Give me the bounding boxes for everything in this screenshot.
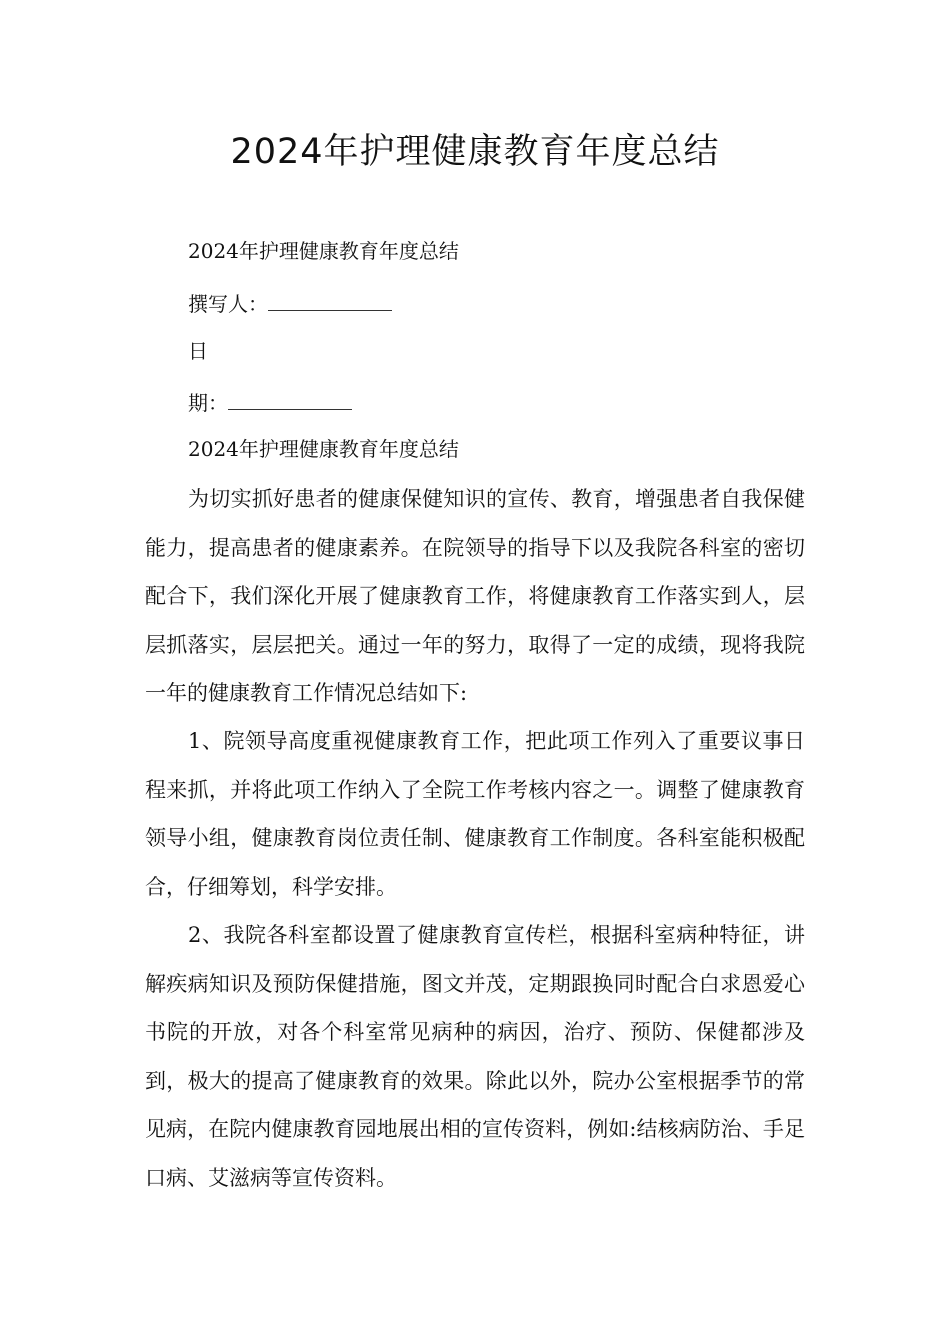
- date-label: 期：: [188, 391, 228, 415]
- paragraph-item-1: 1、院领导高度重视健康教育工作，把此项工作列入了重要议事日程来抓，并将此项工作纳入了全院工作考核内容之一。调整了健康教育领导小组，健康教育岗位责任制、健康教育工作制度。各科室能积极配合，仔细筹划，科学安排。: [145, 729, 805, 899]
- author-line: [188, 286, 392, 319]
- date-line: [188, 385, 352, 418]
- document-title: 2024年护理健康教育年度总结: [230, 132, 720, 172]
- heading-repeat: 2024年护理健康教育年度总结: [188, 437, 459, 461]
- paragraph-item-2: 2、我院各科室都设置了健康教育宣传栏，根据科室病种特征，讲解疾病知识及预防保健措施，图文并茂，定期跟换同时配合白求恩爱心书院的开放，对各个科室常见病种的病因，治疗、预防、保健都涉及到，极大的提高了健康教育的效果。除此以外，院办公室根据季节的常见病，在院内健康教育园地展出相的宣传资料，例如:结核病防治、手足口病、艾滋病等宣传资料。: [145, 923, 805, 1190]
- date-blank: [228, 385, 352, 410]
- date-label-char1: 日: [188, 339, 208, 363]
- author-label: 撰写人：: [188, 292, 268, 316]
- author-blank: [268, 286, 392, 311]
- paragraph-intro: 为切实抓好患者的健康保健知识的宣传、教育，增强患者自我保健能力，提高患者的健康素养。在院领导的指导下以及我院各科室的密切配合下，我们深化开展了健康教育工作，将健康教育工作落实到人，层层抓落实，层层把关。通过一年的努力，取得了一定的成绩，现将我院一年的健康教育工作情况总结如下:: [145, 487, 805, 705]
- document-subtitle: 2024年护理健康教育年度总结: [188, 239, 459, 263]
